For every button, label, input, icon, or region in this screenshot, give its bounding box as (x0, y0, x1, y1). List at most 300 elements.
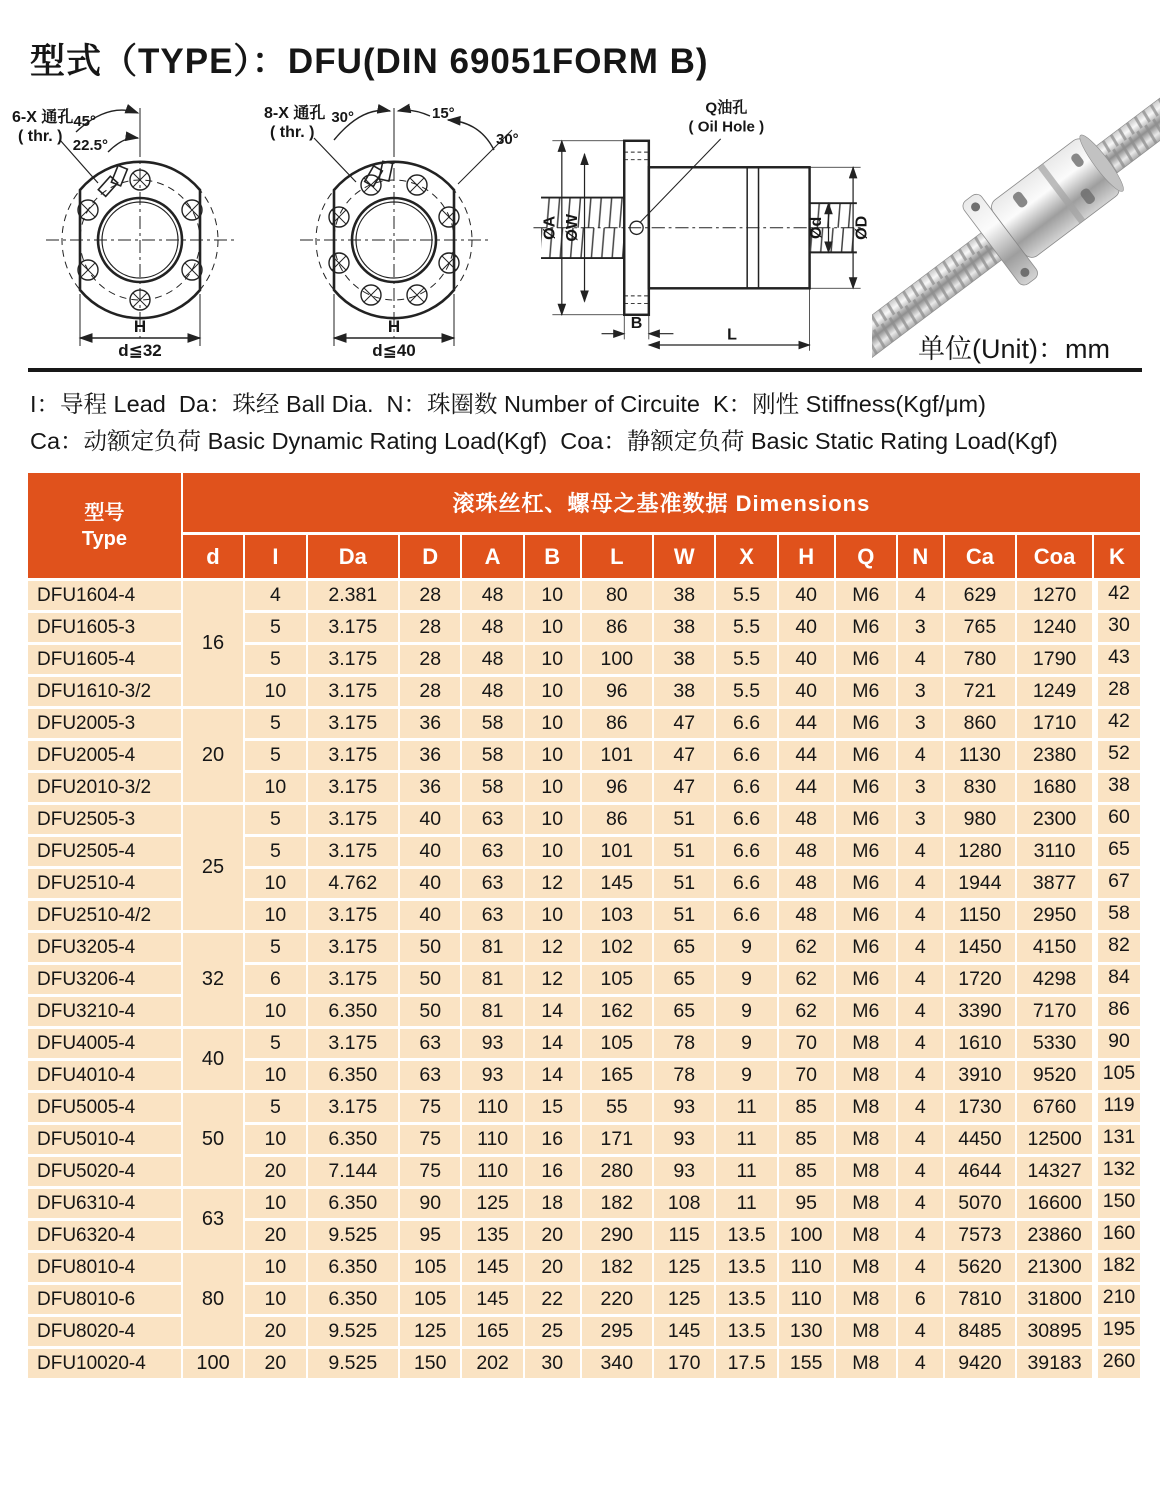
cell-X: 11 (716, 1189, 778, 1221)
dia-d-small-label: Ød (806, 216, 825, 239)
section-divider (28, 368, 1142, 372)
cell-H: 40 (779, 581, 836, 613)
cell-Q: M6 (836, 965, 898, 997)
cell-Ca: 8485 (945, 1317, 1017, 1349)
dimension-table (28, 473, 1142, 1381)
cell-X: 17.5 (716, 1349, 778, 1381)
cell-type: DFU3210-4 (28, 997, 183, 1029)
type-header-cn: 型号 (84, 501, 125, 524)
cell-W: 51 (654, 837, 716, 869)
dim-l-label: L (727, 325, 737, 344)
cell-I: 5 (245, 837, 307, 869)
cell-Da: 3.175 (308, 645, 400, 677)
cell-Da: 6.350 (308, 1125, 400, 1157)
cell-L: 340 (582, 1349, 654, 1381)
cell-W: 108 (654, 1189, 716, 1221)
cell-B: 14 (525, 1061, 582, 1093)
cell-D: 40 (400, 805, 462, 837)
cell-A: 48 (462, 581, 524, 613)
cell-Ca: 780 (945, 645, 1017, 677)
type-column-header (28, 473, 183, 581)
cell-Coa: 4298 (1017, 965, 1094, 997)
cell-N: 3 (898, 613, 945, 645)
cell-B: 22 (525, 1285, 582, 1317)
cell-K: 38 (1094, 773, 1142, 805)
cell-H: 44 (779, 709, 836, 741)
cell-W: 125 (654, 1285, 716, 1317)
cell-D: 40 (400, 837, 462, 869)
cell-A: 135 (462, 1221, 524, 1253)
cell-d: 100 (183, 1349, 245, 1381)
cell-Coa: 1790 (1017, 645, 1094, 677)
column-header-L: L (582, 535, 654, 581)
flange-6hole-drawing (12, 88, 262, 360)
cell-L: 86 (582, 613, 654, 645)
cell-K: 82 (1094, 933, 1142, 965)
cell-Da: 4.762 (308, 869, 400, 901)
table-row (28, 1349, 1142, 1381)
cell-I: 10 (245, 1253, 307, 1285)
angle-225-label: 22.5° (72, 137, 108, 154)
legend-line-1: I：导程 Lead Da：珠经 Ball Dia. N：珠圈数 Number of Circuite K：刚性 Stiffness(Kgf/μm) (30, 391, 986, 417)
technical-drawings (12, 88, 1156, 364)
cell-Da: 3.175 (308, 1093, 400, 1125)
cell-type: DFU2505-4 (28, 837, 183, 869)
cell-Coa: 2300 (1017, 805, 1094, 837)
cell-Q: M6 (836, 805, 898, 837)
cell-H: 110 (779, 1253, 836, 1285)
cell-Ca: 860 (945, 709, 1017, 741)
cell-X: 6.6 (716, 773, 778, 805)
cell-W: 38 (654, 645, 716, 677)
table-header (28, 473, 1142, 581)
cell-type: DFU2510-4 (28, 869, 183, 901)
cell-Q: M6 (836, 581, 898, 613)
cell-B: 20 (525, 1253, 582, 1285)
column-header-Coa: Coa (1017, 535, 1094, 581)
cell-W: 78 (654, 1029, 716, 1061)
cell-B: 30 (525, 1349, 582, 1381)
cell-Coa: 16600 (1017, 1189, 1094, 1221)
cell-Q: M6 (836, 709, 898, 741)
table-row (28, 1029, 1142, 1061)
table-row (28, 1253, 1142, 1285)
cell-W: 38 (654, 581, 716, 613)
cell-Q: M8 (836, 1221, 898, 1253)
cell-A: 93 (462, 1061, 524, 1093)
unit-label: 单位(Unit)：mm (914, 327, 1114, 366)
cell-B: 10 (525, 613, 582, 645)
cell-type: DFU8010-4 (28, 1253, 183, 1285)
angle-45-label: 45° (73, 113, 96, 130)
cell-B: 12 (525, 869, 582, 901)
dia-w-label: ØW (562, 213, 581, 242)
cell-type: DFU8020-4 (28, 1317, 183, 1349)
cell-B: 10 (525, 837, 582, 869)
cell-Ca: 5070 (945, 1189, 1017, 1221)
cell-type: DFU4005-4 (28, 1029, 183, 1061)
cell-Ca: 7810 (945, 1285, 1017, 1317)
cell-D: 28 (400, 581, 462, 613)
cell-d: 32 (183, 933, 245, 1029)
cell-H: 40 (779, 677, 836, 709)
type-header-en: Type (81, 527, 128, 550)
cell-I: 6 (245, 965, 307, 997)
cell-W: 65 (654, 997, 716, 1029)
cell-Da: 3.175 (308, 741, 400, 773)
table-row (28, 709, 1142, 741)
cell-Ca: 1730 (945, 1093, 1017, 1125)
cell-L: 220 (582, 1285, 654, 1317)
cell-W: 51 (654, 869, 716, 901)
cell-H: 85 (779, 1157, 836, 1189)
cell-B: 10 (525, 805, 582, 837)
cell-Coa: 1249 (1017, 677, 1094, 709)
cell-Coa: 12500 (1017, 1125, 1094, 1157)
cell-N: 4 (898, 869, 945, 901)
cell-H: 130 (779, 1317, 836, 1349)
cell-D: 40 (400, 869, 462, 901)
cell-Coa: 7170 (1017, 997, 1094, 1029)
cell-L: 290 (582, 1221, 654, 1253)
column-header-H: H (779, 535, 836, 581)
cell-L: 105 (582, 965, 654, 997)
cell-Q: M6 (836, 837, 898, 869)
cell-Q: M6 (836, 901, 898, 933)
cell-K: 43 (1094, 645, 1142, 677)
cell-Coa: 39183 (1017, 1349, 1094, 1381)
cell-N: 3 (898, 773, 945, 805)
column-header-A: A (462, 535, 524, 581)
cell-type: DFU1605-3 (28, 613, 183, 645)
cell-Da: 3.175 (308, 837, 400, 869)
cell-B: 15 (525, 1093, 582, 1125)
cell-H: 85 (779, 1093, 836, 1125)
cell-type: DFU3206-4 (28, 965, 183, 997)
cell-I: 10 (245, 1285, 307, 1317)
cell-Q: M6 (836, 677, 898, 709)
cell-Q: M6 (836, 773, 898, 805)
cell-Q: M8 (836, 1317, 898, 1349)
cell-Ca: 1610 (945, 1029, 1017, 1061)
thru-hole-label2: ( thr. ) (18, 128, 63, 145)
cell-Ca: 1150 (945, 901, 1017, 933)
cell-D: 50 (400, 933, 462, 965)
cell-Coa: 1710 (1017, 709, 1094, 741)
cell-Ca: 7573 (945, 1221, 1017, 1253)
dia-d-big-label: ØD (852, 215, 871, 240)
cell-Coa: 1680 (1017, 773, 1094, 805)
cell-I: 10 (245, 1061, 307, 1093)
cell-X: 13.5 (716, 1317, 778, 1349)
cell-N: 4 (898, 1349, 945, 1381)
cell-X: 5.5 (716, 613, 778, 645)
cell-N: 4 (898, 741, 945, 773)
cell-Q: M8 (836, 1285, 898, 1317)
column-header-K: K (1094, 535, 1142, 581)
cell-X: 9 (716, 1029, 778, 1061)
cell-I: 10 (245, 997, 307, 1029)
cell-L: 55 (582, 1093, 654, 1125)
cell-L: 96 (582, 677, 654, 709)
page-title: 型式（TYPE）：DFU(DIN 69051FORM B) (30, 42, 709, 81)
cell-K: 260 (1094, 1349, 1142, 1381)
cell-L: 280 (582, 1157, 654, 1189)
cell-D: 28 (400, 613, 462, 645)
cell-I: 10 (245, 773, 307, 805)
cell-B: 16 (525, 1125, 582, 1157)
cell-I: 10 (245, 901, 307, 933)
cell-d: 16 (183, 581, 245, 709)
cell-H: 62 (779, 965, 836, 997)
cell-Ca: 4450 (945, 1125, 1017, 1157)
cell-N: 4 (898, 997, 945, 1029)
cell-L: 171 (582, 1125, 654, 1157)
cell-N: 4 (898, 581, 945, 613)
cell-D: 63 (400, 1061, 462, 1093)
spec-table-body (28, 581, 1142, 1381)
cell-X: 11 (716, 1157, 778, 1189)
cell-W: 38 (654, 677, 716, 709)
cell-d: 25 (183, 805, 245, 933)
thru-hole-label2: ( thr. ) (270, 124, 315, 141)
dimensions-header: 滚珠丝杠、螺母之基准数据 Dimensions (183, 473, 1142, 535)
cell-H: 95 (779, 1189, 836, 1221)
cell-I: 5 (245, 613, 307, 645)
cell-type: DFU5005-4 (28, 1093, 183, 1125)
cell-Da: 3.175 (308, 805, 400, 837)
angle-15-label: 15° (432, 105, 455, 122)
cell-W: 65 (654, 965, 716, 997)
cell-type: DFU5020-4 (28, 1157, 183, 1189)
cell-B: 14 (525, 997, 582, 1029)
cell-N: 4 (898, 901, 945, 933)
cell-type: DFU2005-4 (28, 741, 183, 773)
cell-Coa: 1270 (1017, 581, 1094, 613)
oil-hole-label-cn: Q油孔 (705, 99, 748, 117)
cell-A: 110 (462, 1125, 524, 1157)
cell-Coa: 1240 (1017, 613, 1094, 645)
cell-A: 145 (462, 1285, 524, 1317)
cell-I: 20 (245, 1317, 307, 1349)
cell-X: 9 (716, 965, 778, 997)
cell-A: 58 (462, 773, 524, 805)
cell-K: 160 (1094, 1221, 1142, 1253)
cell-Ca: 1944 (945, 869, 1017, 901)
cell-H: 70 (779, 1061, 836, 1093)
cell-L: 96 (582, 773, 654, 805)
cell-K: 150 (1094, 1189, 1142, 1221)
cell-I: 5 (245, 709, 307, 741)
cell-type: DFU8010-6 (28, 1285, 183, 1317)
column-header-D: D (400, 535, 462, 581)
cell-H: 110 (779, 1285, 836, 1317)
cell-H: 44 (779, 741, 836, 773)
cell-D: 50 (400, 965, 462, 997)
cell-X: 13.5 (716, 1253, 778, 1285)
cell-D: 75 (400, 1157, 462, 1189)
cell-H: 70 (779, 1029, 836, 1061)
column-header-W: W (654, 535, 716, 581)
cell-B: 10 (525, 645, 582, 677)
cell-B: 10 (525, 581, 582, 613)
cell-X: 6.6 (716, 709, 778, 741)
cell-type: DFU6310-4 (28, 1189, 183, 1221)
cell-X: 6.6 (716, 901, 778, 933)
cell-Q: M6 (836, 741, 898, 773)
cell-W: 47 (654, 773, 716, 805)
cell-K: 84 (1094, 965, 1142, 997)
cell-D: 28 (400, 677, 462, 709)
cell-Ca: 1280 (945, 837, 1017, 869)
column-header-Da: Da (308, 535, 400, 581)
cell-L: 182 (582, 1189, 654, 1221)
cell-Q: M8 (836, 1157, 898, 1189)
cell-W: 93 (654, 1125, 716, 1157)
cell-Coa: 6760 (1017, 1093, 1094, 1125)
cell-Coa: 4150 (1017, 933, 1094, 965)
cell-N: 4 (898, 1221, 945, 1253)
cell-L: 103 (582, 901, 654, 933)
cell-Ca: 980 (945, 805, 1017, 837)
cell-N: 4 (898, 1253, 945, 1285)
column-header-I: I (245, 535, 307, 581)
cell-L: 86 (582, 805, 654, 837)
cell-B: 20 (525, 1221, 582, 1253)
cell-D: 75 (400, 1093, 462, 1125)
cell-Coa: 2380 (1017, 741, 1094, 773)
cell-X: 13.5 (716, 1221, 778, 1253)
ballscrew-photo (872, 88, 1160, 360)
cell-W: 78 (654, 1061, 716, 1093)
cell-A: 202 (462, 1349, 524, 1381)
cell-Q: M6 (836, 997, 898, 1029)
cell-W: 145 (654, 1317, 716, 1349)
cell-B: 10 (525, 677, 582, 709)
cell-Da: 3.175 (308, 677, 400, 709)
cell-N: 6 (898, 1285, 945, 1317)
thru-hole-label: 8-X 通孔 (264, 105, 326, 122)
cell-Ca: 1130 (945, 741, 1017, 773)
cell-I: 5 (245, 933, 307, 965)
cell-D: 125 (400, 1317, 462, 1349)
cell-W: 170 (654, 1349, 716, 1381)
cell-L: 162 (582, 997, 654, 1029)
cell-L: 101 (582, 837, 654, 869)
cell-X: 5.5 (716, 581, 778, 613)
cell-I: 5 (245, 1093, 307, 1125)
cell-L: 86 (582, 709, 654, 741)
cell-H: 100 (779, 1221, 836, 1253)
cell-A: 63 (462, 901, 524, 933)
thru-hole-label: 6-X 通孔 (12, 109, 74, 126)
dim-d40-label: d≦40 (372, 341, 416, 360)
cell-A: 58 (462, 741, 524, 773)
cell-L: 100 (582, 645, 654, 677)
cell-D: 63 (400, 1029, 462, 1061)
cell-W: 93 (654, 1157, 716, 1189)
cell-A: 110 (462, 1157, 524, 1189)
cell-Coa: 9520 (1017, 1061, 1094, 1093)
cell-Q: M8 (836, 1189, 898, 1221)
cell-Coa: 14327 (1017, 1157, 1094, 1189)
cell-Da: 6.350 (308, 1253, 400, 1285)
cell-X: 9 (716, 1061, 778, 1093)
cell-I: 20 (245, 1221, 307, 1253)
angle-30-left-label: 30° (331, 109, 354, 126)
cell-Q: M8 (836, 1093, 898, 1125)
cell-Coa: 21300 (1017, 1253, 1094, 1285)
cell-I: 5 (245, 645, 307, 677)
cell-N: 4 (898, 837, 945, 869)
table-row (28, 805, 1142, 837)
cell-H: 44 (779, 773, 836, 805)
cell-X: 5.5 (716, 677, 778, 709)
cell-D: 28 (400, 645, 462, 677)
cell-Da: 3.175 (308, 709, 400, 741)
cell-Ca: 629 (945, 581, 1017, 613)
cell-L: 145 (582, 869, 654, 901)
cell-H: 62 (779, 997, 836, 1029)
cell-H: 85 (779, 1125, 836, 1157)
cell-A: 63 (462, 837, 524, 869)
cell-L: 165 (582, 1061, 654, 1093)
cell-B: 10 (525, 709, 582, 741)
cell-Ca: 765 (945, 613, 1017, 645)
cell-L: 101 (582, 741, 654, 773)
cell-D: 95 (400, 1221, 462, 1253)
table-row (28, 1093, 1142, 1125)
cell-Da: 6.350 (308, 1061, 400, 1093)
cell-A: 48 (462, 645, 524, 677)
cell-I: 5 (245, 741, 307, 773)
cell-Coa: 31800 (1017, 1285, 1094, 1317)
cell-A: 63 (462, 805, 524, 837)
cell-Ca: 3390 (945, 997, 1017, 1029)
cell-X: 9 (716, 933, 778, 965)
cell-D: 105 (400, 1285, 462, 1317)
cell-Da: 2.381 (308, 581, 400, 613)
cell-K: 182 (1094, 1253, 1142, 1285)
cell-N: 3 (898, 805, 945, 837)
cell-N: 4 (898, 645, 945, 677)
cell-Da: 3.175 (308, 965, 400, 997)
cell-B: 16 (525, 1157, 582, 1189)
cell-type: DFU10020-4 (28, 1349, 183, 1381)
cell-N: 4 (898, 1061, 945, 1093)
cell-I: 4 (245, 581, 307, 613)
cell-A: 48 (462, 613, 524, 645)
cell-D: 36 (400, 741, 462, 773)
cell-X: 9 (716, 997, 778, 1029)
cell-K: 105 (1094, 1061, 1142, 1093)
cell-Da: 6.350 (308, 997, 400, 1029)
cell-W: 51 (654, 901, 716, 933)
cell-K: 90 (1094, 1029, 1142, 1061)
cell-Da: 3.175 (308, 613, 400, 645)
cell-K: 42 (1094, 709, 1142, 741)
cell-I: 10 (245, 677, 307, 709)
cell-Q: M8 (836, 1061, 898, 1093)
cell-Da: 6.350 (308, 1285, 400, 1317)
cell-Coa: 23860 (1017, 1221, 1094, 1253)
cell-Q: M6 (836, 613, 898, 645)
dim-h-label: H (133, 317, 147, 336)
cell-Da: 9.525 (308, 1349, 400, 1381)
cell-Da: 3.175 (308, 773, 400, 805)
column-header-Ca: Ca (945, 535, 1017, 581)
cell-type: DFU4010-4 (28, 1061, 183, 1093)
